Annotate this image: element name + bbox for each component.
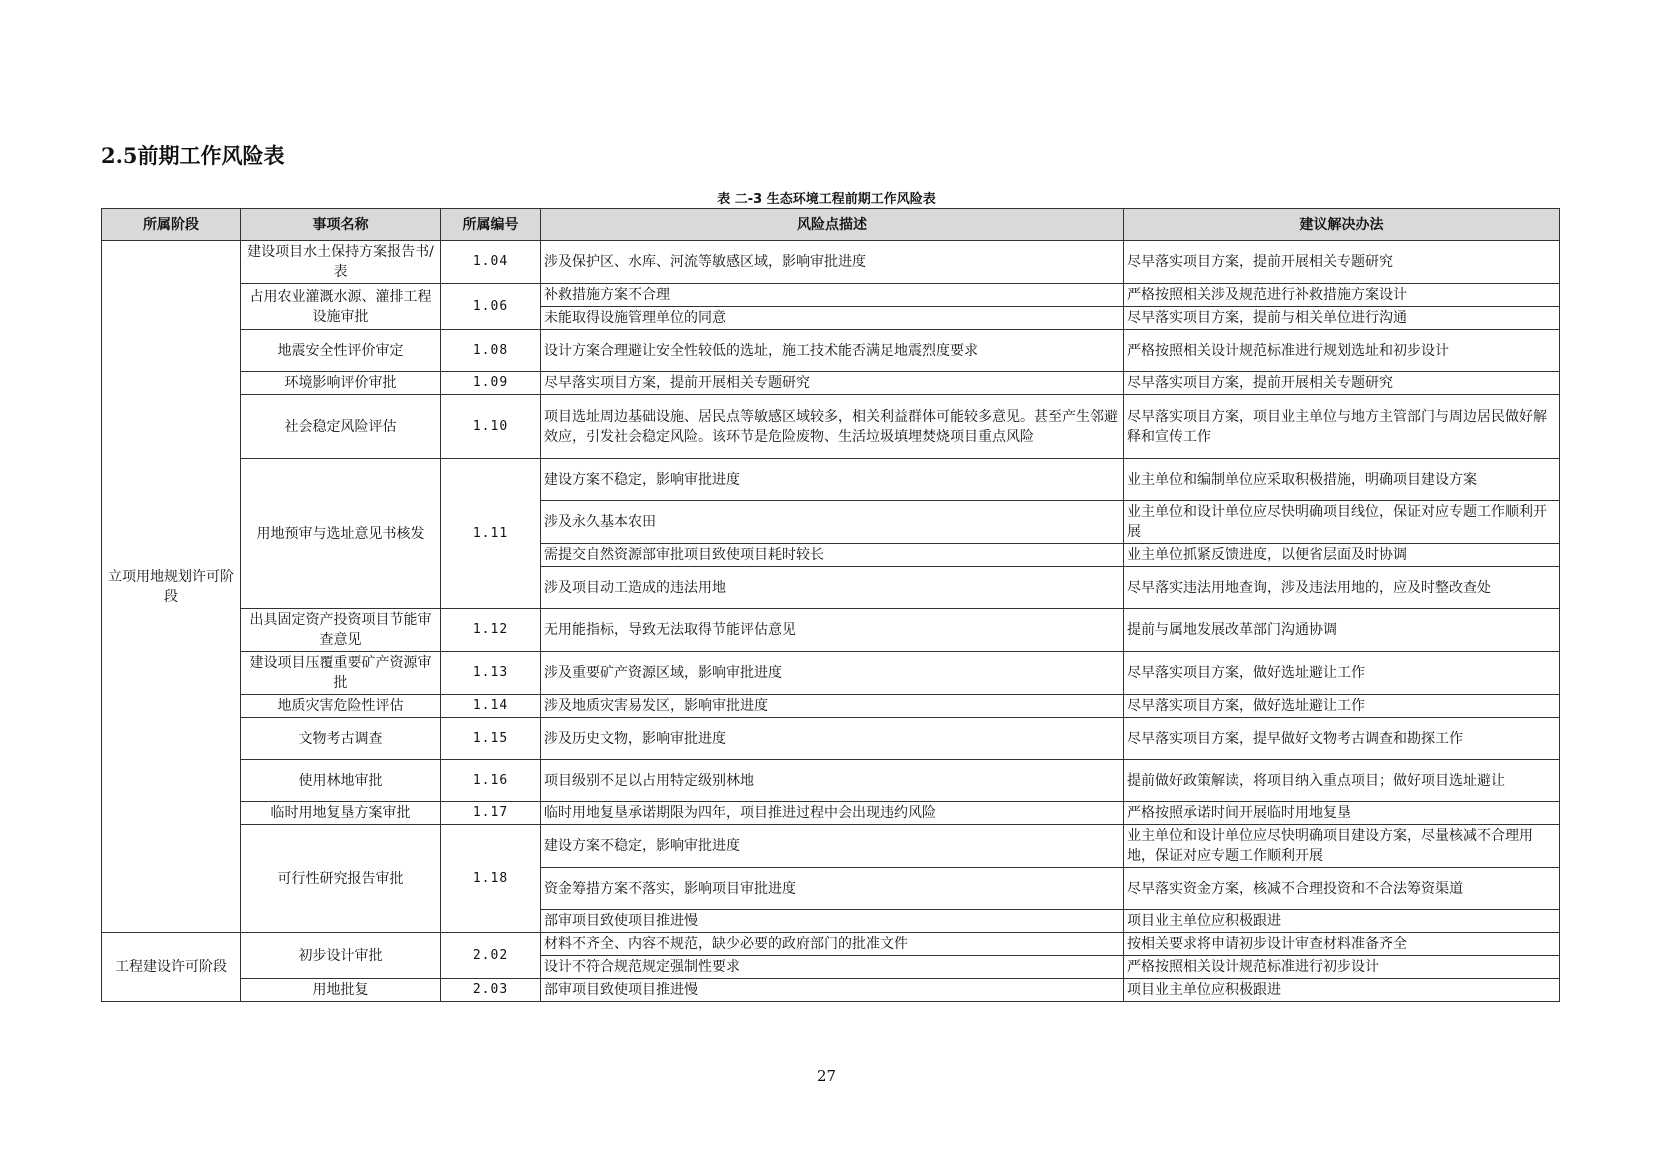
solution-cell: 业主单位和设计单位应尽快明确项目线位，保证对应专题工作顺利开展	[1124, 501, 1560, 544]
table-row	[102, 459, 1560, 501]
item-name-cell: 出具固定资产投资项目节能审查意见	[241, 609, 441, 652]
solution-cell: 提前做好政策解读，将项目纳入重点项目；做好项目选址避让	[1124, 760, 1560, 802]
solution-cell: 严格按照相关设计规范标准进行规划选址和初步设计	[1124, 330, 1560, 372]
table-row	[102, 652, 1560, 695]
table-body	[102, 241, 1560, 1002]
risk-description-cell: 建设方案不稳定，影响审批进度	[541, 459, 1124, 501]
table-row	[102, 395, 1560, 459]
solution-cell: 尽早落实项目方案，提早做好文物考古调查和勘探工作	[1124, 718, 1560, 760]
risk-description-cell: 材料不齐全、内容不规范，缺少必要的政府部门的批准文件	[541, 933, 1124, 956]
table-row	[102, 933, 1560, 956]
table-row	[102, 802, 1560, 825]
table-row	[102, 372, 1560, 395]
item-name-cell: 建设项目水土保持方案报告书/表	[241, 241, 441, 284]
item-name-cell: 可行性研究报告审批	[241, 825, 441, 933]
risk-description-cell: 涉及重要矿产资源区域，影响审批进度	[541, 652, 1124, 695]
item-code-cell: 1.08	[441, 330, 541, 372]
table-row	[102, 330, 1560, 372]
risk-description-cell: 涉及保护区、水库、河流等敏感区域，影响审批进度	[541, 241, 1124, 284]
risk-description-cell: 尽早落实项目方案，提前开展相关专题研究	[541, 372, 1124, 395]
risk-description-cell: 涉及项目动工造成的违法用地	[541, 567, 1124, 609]
item-name-cell: 临时用地复垦方案审批	[241, 802, 441, 825]
solution-cell: 业主单位和编制单位应采取积极措施，明确项目建设方案	[1124, 459, 1560, 501]
item-code-cell: 1.13	[441, 652, 541, 695]
risk-description-cell: 未能取得设施管理单位的同意	[541, 307, 1124, 330]
item-name-cell: 环境影响评价审批	[241, 372, 441, 395]
solution-cell: 业主单位抓紧反馈进度，以便省层面及时协调	[1124, 544, 1560, 567]
item-code-cell: 1.04	[441, 241, 541, 284]
risk-description-cell: 资金筹措方案不落实，影响项目审批进度	[541, 868, 1124, 910]
item-name-cell: 地质灾害危险性评估	[241, 695, 441, 718]
solution-cell: 尽早落实项目方案，提前开展相关专题研究	[1124, 372, 1560, 395]
item-code-cell: 1.11	[441, 459, 541, 609]
table-row	[102, 979, 1560, 1002]
item-name-cell: 初步设计审批	[241, 933, 441, 979]
item-name-cell: 文物考古调查	[241, 718, 441, 760]
risk-table	[101, 208, 1560, 1002]
item-code-cell: 1.18	[441, 825, 541, 933]
table-row	[102, 695, 1560, 718]
solution-cell: 尽早落实项目方案，提前开展相关专题研究	[1124, 241, 1560, 284]
table-row	[102, 609, 1560, 652]
solution-cell: 尽早落实资金方案，核减不合理投资和不合法筹资渠道	[1124, 868, 1560, 910]
risk-description-cell: 设计方案合理避让安全性较低的选址，施工技术能否满足地震烈度要求	[541, 330, 1124, 372]
table-row	[102, 241, 1560, 284]
table-row	[102, 825, 1560, 868]
risk-description-cell: 临时用地复垦承诺期限为四年，项目推进过程中会出现违约风险	[541, 802, 1124, 825]
solution-cell: 尽早落实违法用地查询，涉及违法用地的，应及时整改查处	[1124, 567, 1560, 609]
item-name-cell: 地震安全性评价审定	[241, 330, 441, 372]
risk-description-cell: 部审项目致使项目推进慢	[541, 979, 1124, 1002]
section-title: 2.5前期工作风险表	[101, 143, 285, 168]
table-caption: 表 二-3 生态环境工程前期工作风险表	[717, 192, 936, 207]
risk-description-cell: 补救措施方案不合理	[541, 284, 1124, 307]
item-code-cell: 1.16	[441, 760, 541, 802]
risk-description-cell: 涉及历史文物，影响审批进度	[541, 718, 1124, 760]
stage-cell: 工程建设许可阶段	[102, 933, 241, 1002]
table-row	[102, 718, 1560, 760]
item-code-cell: 1.14	[441, 695, 541, 718]
header-risk-description: 风险点描述	[541, 209, 1124, 241]
page-number: 27	[816, 1067, 837, 1085]
risk-description-cell: 涉及永久基本农田	[541, 501, 1124, 544]
stage-cell: 立项用地规划许可阶段	[102, 241, 241, 933]
item-name-cell: 使用林地审批	[241, 760, 441, 802]
solution-cell: 严格按照相关设计规范标准进行初步设计	[1124, 956, 1560, 979]
item-code-cell: 1.10	[441, 395, 541, 459]
item-code-cell: 2.03	[441, 979, 541, 1002]
item-code-cell: 1.15	[441, 718, 541, 760]
risk-description-cell: 设计不符合规范规定强制性要求	[541, 956, 1124, 979]
header-stage: 所属阶段	[102, 209, 241, 241]
solution-cell: 按相关要求将申请初步设计审查材料准备齐全	[1124, 933, 1560, 956]
item-code-cell: 2.02	[441, 933, 541, 979]
solution-cell: 提前与属地发展改革部门沟通协调	[1124, 609, 1560, 652]
table-row	[102, 284, 1560, 307]
item-name-cell: 占用农业灌溉水源、灌排工程设施审批	[241, 284, 441, 330]
risk-description-cell: 项目级别不足以占用特定级别林地	[541, 760, 1124, 802]
item-code-cell: 1.17	[441, 802, 541, 825]
header-code: 所属编号	[441, 209, 541, 241]
risk-description-cell: 部审项目致使项目推进慢	[541, 910, 1124, 933]
solution-cell: 业主单位和设计单位应尽快明确项目建设方案，尽量核减不合理用地，保证对应专题工作顺利开展	[1124, 825, 1560, 868]
item-name-cell: 用地批复	[241, 979, 441, 1002]
solution-cell: 严格按照承诺时间开展临时用地复垦	[1124, 802, 1560, 825]
risk-description-cell: 项目选址周边基础设施、居民点等敏感区域较多，相关利益群体可能较多意见。甚至产生邻避效应，引发社会稳定风险。该环节是危险废物、生活垃圾填埋焚烧项目重点风险	[541, 395, 1124, 459]
item-name-cell: 建设项目压覆重要矿产资源审批	[241, 652, 441, 695]
risk-description-cell: 需提交自然资源部审批项目致使项目耗时较长	[541, 544, 1124, 567]
solution-cell: 尽早落实项目方案，做好选址避让工作	[1124, 652, 1560, 695]
item-code-cell: 1.09	[441, 372, 541, 395]
solution-cell: 尽早落实项目方案，做好选址避让工作	[1124, 695, 1560, 718]
item-code-cell: 1.12	[441, 609, 541, 652]
table-header-row	[102, 209, 1560, 241]
risk-description-cell: 涉及地质灾害易发区，影响审批进度	[541, 695, 1124, 718]
solution-cell: 严格按照相关涉及规范进行补救措施方案设计	[1124, 284, 1560, 307]
header-item-name: 事项名称	[241, 209, 441, 241]
solution-cell: 尽早落实项目方案，项目业主单位与地方主管部门与周边居民做好解释和宣传工作	[1124, 395, 1560, 459]
item-name-cell: 用地预审与选址意见书核发	[241, 459, 441, 609]
table-row	[102, 760, 1560, 802]
item-name-cell: 社会稳定风险评估	[241, 395, 441, 459]
solution-cell: 项目业主单位应积极跟进	[1124, 979, 1560, 1002]
item-code-cell: 1.06	[441, 284, 541, 330]
risk-description-cell: 无用能指标，导致无法取得节能评估意见	[541, 609, 1124, 652]
solution-cell: 项目业主单位应积极跟进	[1124, 910, 1560, 933]
risk-description-cell: 建设方案不稳定，影响审批进度	[541, 825, 1124, 868]
solution-cell: 尽早落实项目方案，提前与相关单位进行沟通	[1124, 307, 1560, 330]
header-solution: 建议解决办法	[1124, 209, 1560, 241]
